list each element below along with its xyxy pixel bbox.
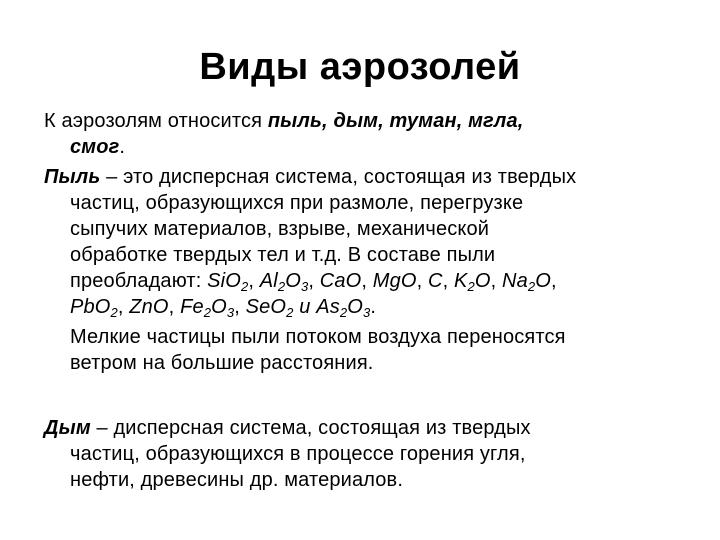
dust-line-1: – это дисперсная система, состоящая из твердых [100,166,577,188]
dust-line-5-lead: преобладают: [70,270,208,292]
chem-formula: ZnO [129,296,169,318]
chem-formula: SiO$_2$ [207,270,249,294]
dust-line-5: преобладают: SiO$_2$, $Al_2O_3$, CaO, MgO, C, $K_2O$, $Na_2O$, [70,270,557,294]
dust-line-6: PbO$_2$, ZnO, $Fe_2O_3$, SeO$_2$ и $As_2O_3$. [70,296,377,320]
chem-formula: CaO [319,270,362,292]
smoke-term: Дым [44,417,91,439]
dust-term: Пыль [44,166,101,188]
smoke-paragraph [44,415,531,441]
chem-formula: $As_2O_3$ [316,296,371,320]
intro-end: . [119,136,126,158]
chem-formula: SeO$_2$ [245,296,294,320]
chem-formula: $K_2O$ [454,270,491,294]
dust-line-4: обработке твердых тел и т.д. В составе пыли [70,244,496,266]
chem-formula: MgO [372,270,417,292]
intro-paragraph [44,108,523,160]
dust-line-2: частиц, образующихся при размоле, перегрузке [70,192,524,214]
dust-extra-line-2: ветром на большие расстояния. [70,352,374,374]
intro-text: К аэрозолям относится [44,110,268,132]
smoke-line-1: – дисперсная система, состоящая из твердых [90,417,531,439]
dust-line-3: сыпучих материалов, взрыве, механической [70,218,490,240]
chem-formula: $Al_2O_3$ [259,270,309,294]
chem-formula: $Na_2O$ [502,270,552,294]
chem-formula: PbO$_2$ [70,296,118,320]
smoke-line-2: частиц, образующихся в процессе горения угля, [70,443,526,465]
intro-terms: пыль, дым, туман, мгла, [267,110,524,132]
chem-formula: C [427,270,443,292]
dust-paragraph [44,164,576,190]
dust-extra-line-1: Мелкие частицы пыли потоком воздуха переносятся [70,326,566,348]
smoke-line-3: нефти, древесины др. материалов. [70,469,404,491]
slide-title: Виды аэрозолей [199,46,521,88]
intro-terms-cont: смог [70,136,120,158]
chem-formula: $Fe_2O_3$ [180,296,235,320]
